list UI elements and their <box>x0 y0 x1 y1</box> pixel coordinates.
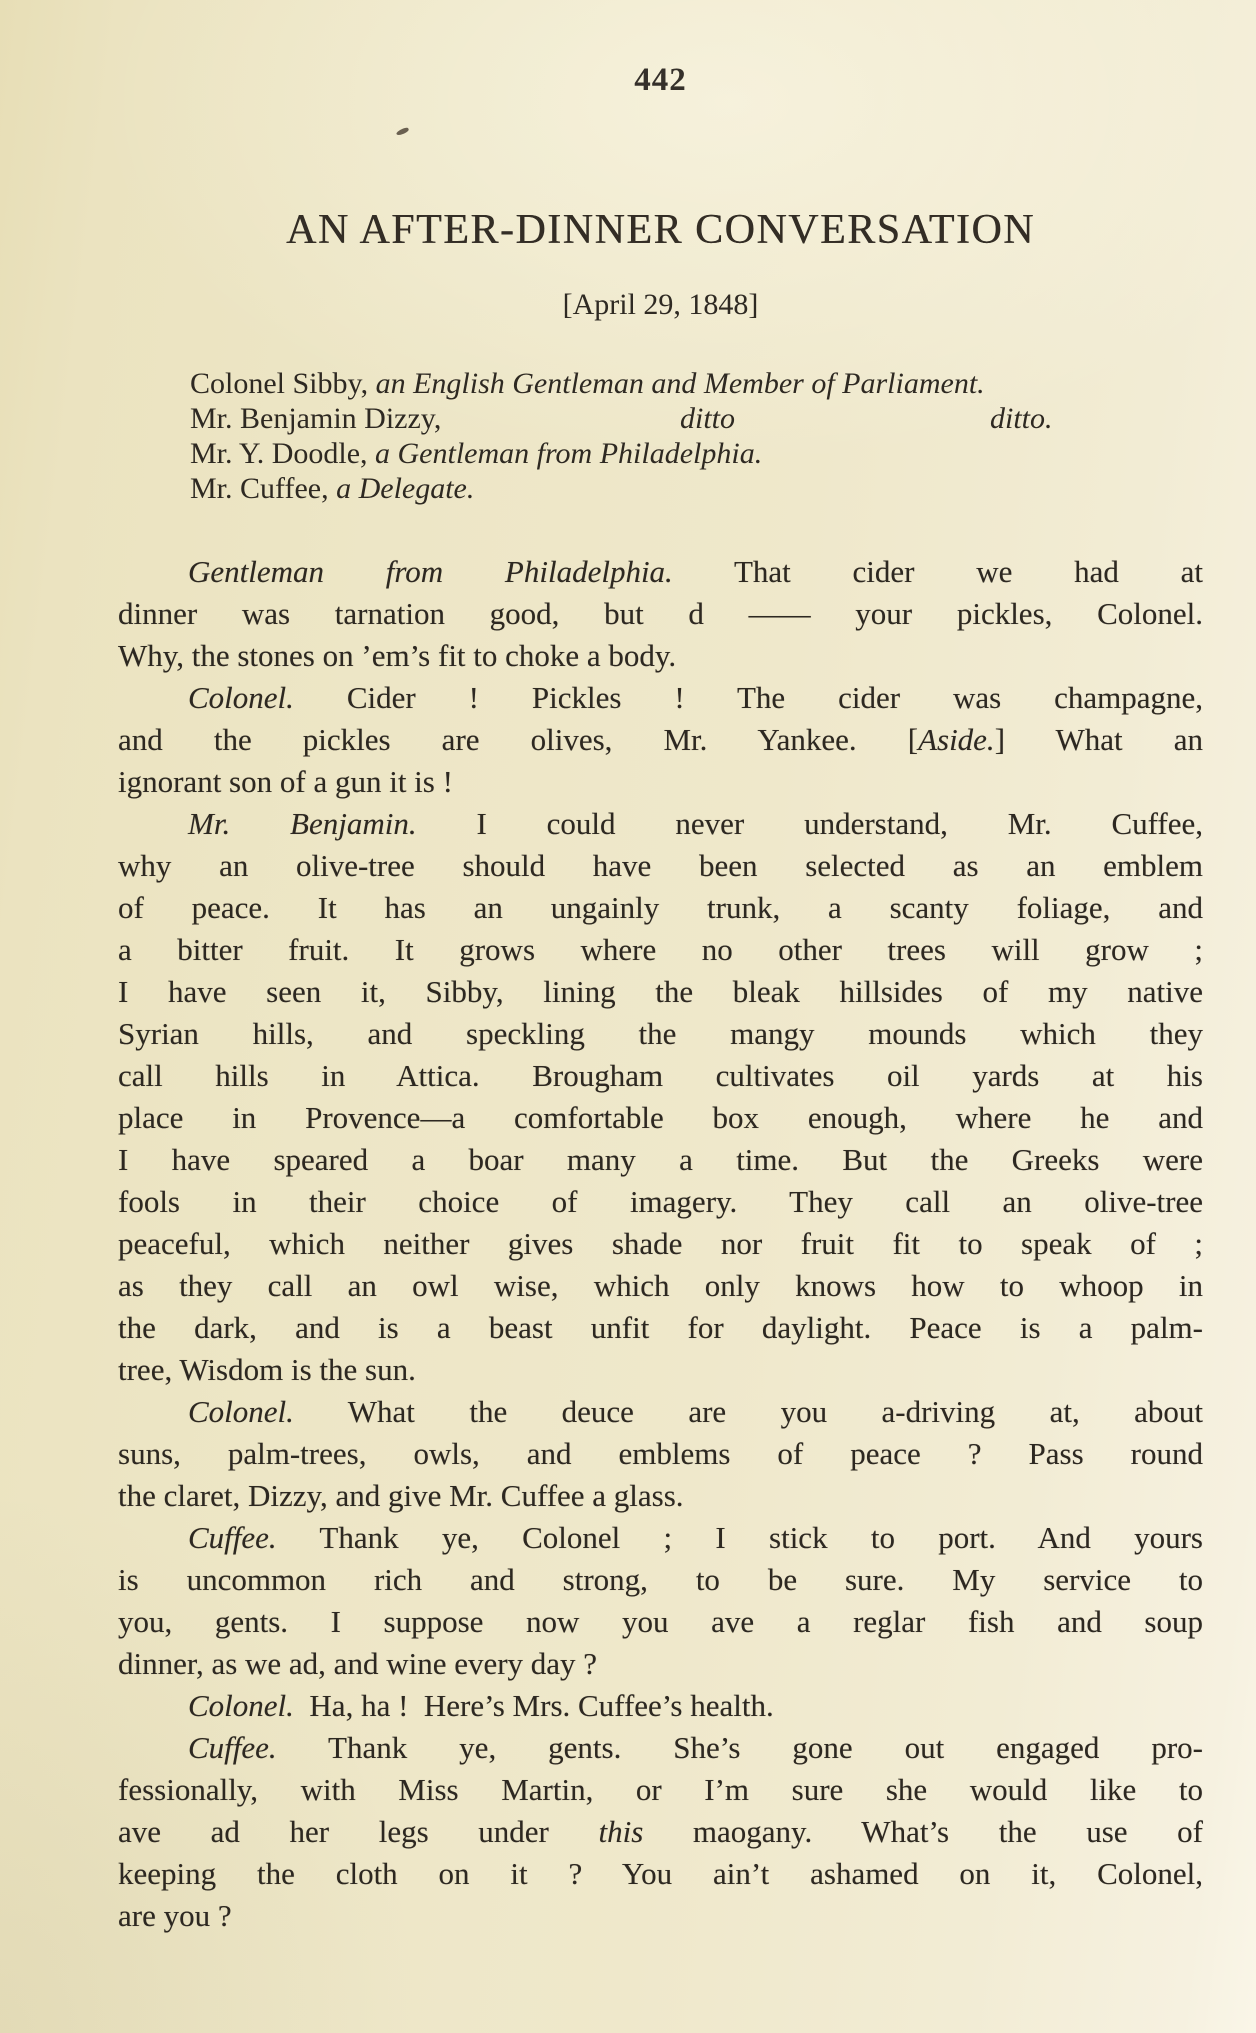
text-run: Why, the stones on ’em’s fit to choke a body. <box>118 638 677 673</box>
text-line <box>118 1349 1203 1391</box>
italic-text: an English Gentleman and Member of Parliament. <box>375 367 985 400</box>
text-run: a bitter fruit. It grows where no other trees will grow ; <box>118 932 1203 967</box>
text-line <box>118 1685 1203 1727</box>
text-run: I have speared a boar many a time. But the Greeks were <box>118 1142 1203 1177</box>
text-run: Ha, ha ! Here’s Mrs. Cuffee’s health. <box>293 1688 774 1723</box>
text-run: and the pickles are olives, Mr. Yankee. [ <box>118 722 919 757</box>
text-run: Colonel Sibby, <box>190 367 376 400</box>
text-line <box>118 1097 1203 1139</box>
text-run: What the deuce are you a-driving at, about <box>293 1394 1203 1429</box>
cast-list <box>190 366 1200 506</box>
italic-text: Cuffee. <box>188 1520 277 1555</box>
text-run: Mr. Cuffee, <box>190 472 337 505</box>
text-run: Thank ye, gents. She’s gone out engaged pro- <box>276 1730 1203 1765</box>
cast-line <box>190 471 1200 506</box>
text-line <box>118 719 1203 761</box>
ditto-text: ditto <box>680 402 736 435</box>
text-run: ave ad her legs under <box>118 1814 599 1849</box>
text-run: ] What an <box>994 722 1204 757</box>
cast-line <box>190 401 1200 436</box>
text-line <box>118 845 1203 887</box>
text-line <box>118 1223 1203 1265</box>
italic-text: Mr. Benjamin. <box>188 806 417 841</box>
text-run: place in Provence—a comfortable box enough, where he and <box>118 1100 1203 1135</box>
text-line <box>118 1307 1203 1349</box>
text-run: That cider we had at <box>672 554 1203 589</box>
italic-text: a Delegate. <box>336 472 475 505</box>
text-line <box>118 803 1203 845</box>
page-title: AN AFTER-DINNER CONVERSATION <box>285 207 1035 253</box>
text-run: as they call an owl wise, which only knows how to whoop in <box>118 1268 1203 1303</box>
text-run: peaceful, which neither gives shade nor fruit fit to speak of ; <box>118 1226 1203 1261</box>
text-run: keeping the cloth on it ? You ain’t ashamed on it, Colonel, <box>118 1856 1203 1891</box>
text-line <box>118 1181 1203 1223</box>
text-line <box>118 1811 1203 1853</box>
text-run: call hills in Attica. Brougham cultivates oil yards at his <box>118 1058 1203 1093</box>
text-line <box>118 1055 1203 1097</box>
text-line <box>118 677 1203 719</box>
text-run: dinner was tarnation good, but d —— your pickles, Colonel. <box>118 596 1203 631</box>
dialogue-text <box>118 551 1203 1937</box>
text-run: ignorant son of a gun it is ! <box>118 764 453 799</box>
text-line <box>118 761 1203 803</box>
text-line <box>118 1769 1203 1811</box>
text-line <box>118 593 1203 635</box>
text-run: I have seen it, Sibby, lining the bleak hillsides of my native <box>118 974 1203 1009</box>
italic-text: Colonel. <box>188 1688 294 1723</box>
text-line <box>118 1433 1203 1475</box>
cast-line <box>190 366 1200 401</box>
italic-text: Cuffee. <box>188 1730 277 1765</box>
text-line <box>118 551 1203 593</box>
text-line <box>118 1853 1203 1895</box>
text-line <box>118 1601 1203 1643</box>
text-line <box>118 1559 1203 1601</box>
text-line <box>118 1895 1203 1937</box>
text-run: suns, palm-trees, owls, and emblems of peace ? Pass round <box>118 1436 1203 1471</box>
text-run: is uncommon rich and strong, to be sure. My service to <box>118 1562 1203 1597</box>
text-run: Cider ! Pickles ! The cider was champagne, <box>293 680 1203 715</box>
text-line <box>118 1517 1203 1559</box>
text-line <box>118 1265 1203 1307</box>
text-run: of peace. It has an ungainly trunk, a scanty foliage, and <box>118 890 1203 925</box>
text-run: are you ? <box>118 1898 232 1933</box>
text-line <box>118 1727 1203 1769</box>
text-line <box>118 929 1203 971</box>
text-run: maogany. What’s the use of <box>643 1814 1203 1849</box>
text-run: dinner, as we ad, and wine every day ? <box>118 1646 598 1681</box>
cast-line <box>190 436 1200 471</box>
text-run: I could never understand, Mr. Cuffee, <box>416 806 1204 841</box>
italic-text: Gentleman from Philadelphia. <box>188 554 673 589</box>
ditto-text: ditto. <box>990 402 1053 435</box>
text-line <box>118 1013 1203 1055</box>
text-line <box>118 971 1203 1013</box>
italic-text: Colonel. <box>188 1394 294 1429</box>
page-content <box>118 0 1203 2033</box>
text-run: fools in their choice of imagery. They call an olive-tree <box>118 1184 1203 1219</box>
text-run: why an olive-tree should have been selected as an emblem <box>118 848 1203 883</box>
italic-text: a Gentleman from Philadelphia. <box>375 437 763 470</box>
text-run: tree, Wisdom is the sun. <box>118 1352 416 1387</box>
text-line <box>118 1643 1203 1685</box>
text-line <box>118 1139 1203 1181</box>
italic-text: Colonel. <box>188 680 294 715</box>
text-line <box>118 1391 1203 1433</box>
text-run: Mr. Y. Doodle, <box>190 437 376 470</box>
italic-text: this <box>598 1814 644 1849</box>
text-run: Thank ye, Colonel ; I stick to port. And yours <box>276 1520 1203 1555</box>
text-run: Syrian hills, and speckling the mangy mounds which they <box>118 1016 1203 1051</box>
italic-text: Aside. <box>918 722 995 757</box>
text-run: the claret, Dizzy, and give Mr. Cuffee a glass. <box>118 1478 684 1513</box>
text-run: fessionally, with Miss Martin, or I’m sure she would like to <box>118 1772 1203 1807</box>
cast-name: Mr. Benjamin Dizzy, <box>190 402 442 435</box>
text-run: you, gents. I suppose now you ave a reglar fish and soup <box>118 1604 1203 1639</box>
page-number: 442 <box>634 62 687 98</box>
text-line <box>118 1475 1203 1517</box>
text-line <box>118 887 1203 929</box>
text-line <box>118 635 1203 677</box>
text-run: the dark, and is a beast unfit for daylight. Peace is a palm- <box>118 1310 1203 1345</box>
date-line: [April 29, 1848] <box>562 288 759 321</box>
